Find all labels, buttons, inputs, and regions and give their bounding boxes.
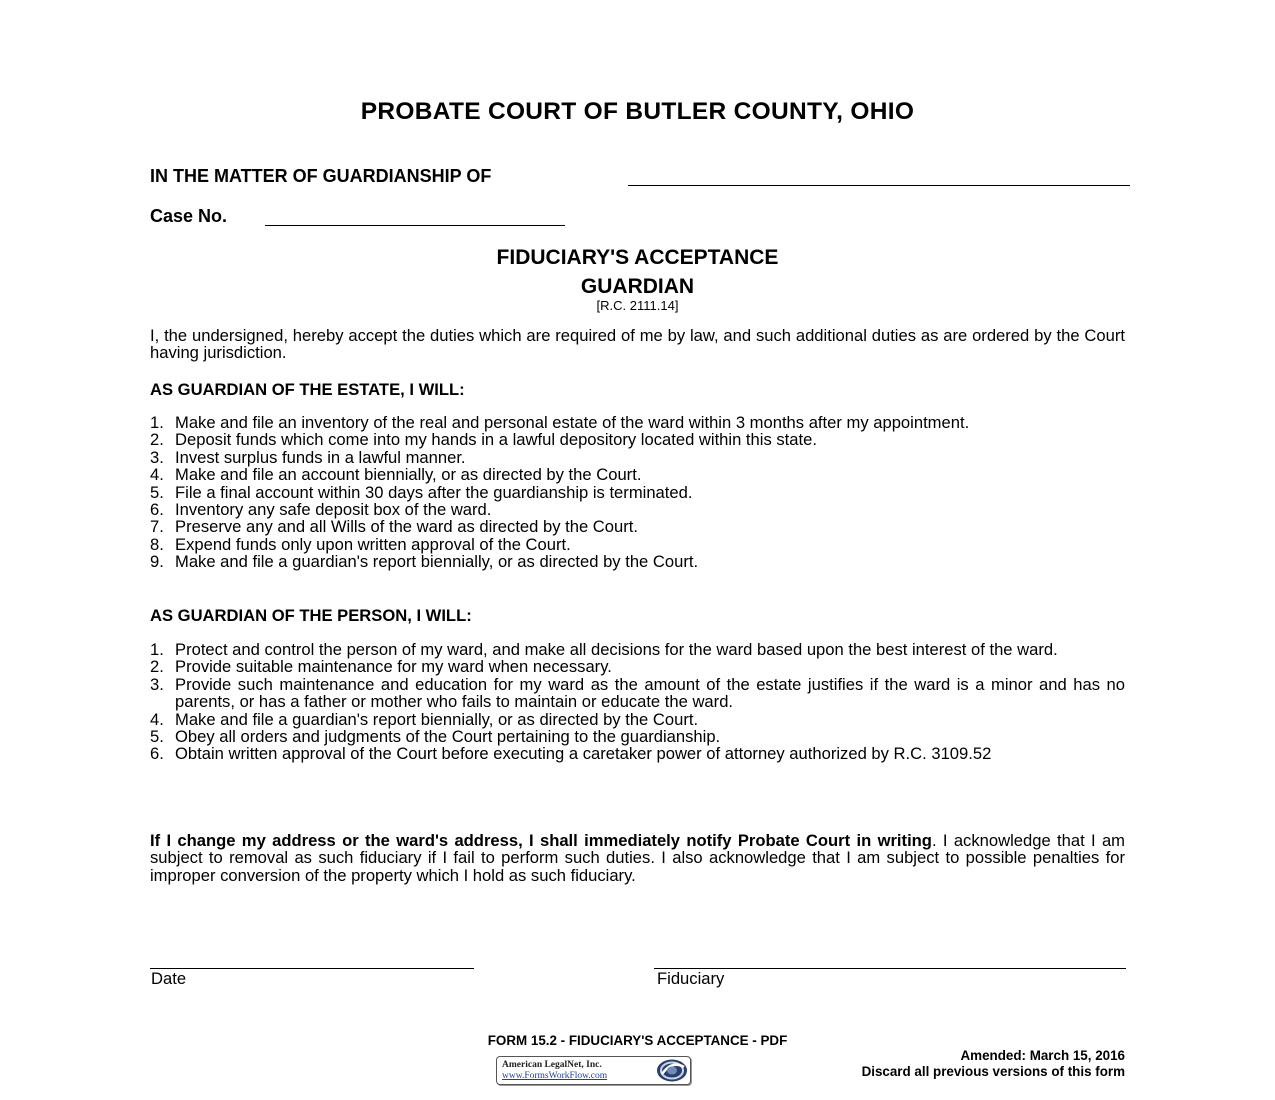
fiduciary-label: Fiduciary (657, 969, 725, 988)
discard-notice: Discard all previous versions of this form (861, 1064, 1125, 1079)
item-number: 8. (150, 534, 164, 554)
item-number: 9. (150, 552, 164, 572)
list-item (150, 711, 1125, 728)
list-item (150, 484, 1125, 501)
list-item (150, 414, 1125, 431)
item-text: Provide such maintenance and education for my ward as the amount of the estate justifies if the ward is a minor and has no parents, or has a father or mother who fails to maintain or educate the ward. (175, 674, 1125, 712)
list-item (150, 658, 1125, 675)
item-number: 2. (150, 430, 164, 450)
item-number: 7. (150, 517, 164, 537)
item-number: 4. (150, 709, 164, 729)
date-signature-line[interactable] (150, 968, 474, 969)
form-id: FORM 15.2 - FIDUCIARY'S ACCEPTANCE - PDF (487, 1033, 788, 1048)
notice-text: . I acknowledge that I am subject to removal as such fiduciary if I fail to perform such duties. I also acknowledge that I am subject to possible penalties for improper conversion of the property which I hold as such fiduciary. (150, 831, 1125, 885)
list-item (150, 536, 1125, 553)
item-number: 1. (150, 413, 164, 432)
amended-date: Amended: March 15, 2016 (960, 1048, 1125, 1063)
item-text: Inventory any safe deposit box of the ward. (175, 500, 492, 520)
list-item (150, 553, 1125, 570)
item-text: Make and file an inventory of the real and personal estate of the ward within 3 months after my appointment. (175, 413, 970, 432)
item-number: 1. (150, 640, 164, 659)
matter-label: IN THE MATTER OF GUARDIANSHIP OF (150, 166, 492, 186)
item-text: Deposit funds which come into my hands in a lawful depository located within this state. (175, 430, 817, 450)
list-item (150, 745, 1125, 762)
list-item (150, 641, 1125, 658)
case-number-label: Case No. (150, 206, 228, 226)
logo-company: American LegalNet, Inc. (502, 1060, 602, 1070)
case-number-line[interactable] (265, 225, 565, 226)
person-section-heading: AS GUARDIAN OF THE PERSON, I WILL: (150, 606, 472, 625)
logo-url-link[interactable]: www.FormsWorkFlow.com (502, 1071, 608, 1081)
notice-bold-text: If I change my address or the ward's address, I shall immediately notify Probate Court in writing (150, 831, 932, 850)
list-item (150, 518, 1125, 535)
estate-section-heading: AS GUARDIAN OF THE ESTATE, I WILL: (150, 380, 465, 399)
form-title: FIDUCIARY'S ACCEPTANCE (496, 246, 779, 269)
item-text: File a final account within 30 days after the guardianship is terminated. (175, 482, 693, 502)
item-number: 3. (150, 674, 164, 694)
item-text: Provide suitable maintenance for my ward when necessary. (175, 657, 612, 677)
court-title: PROBATE COURT OF BUTLER COUNTY, OHIO (360, 98, 915, 125)
list-item (150, 449, 1125, 466)
guardianship-name-line[interactable] (628, 185, 1130, 186)
item-number: 5. (150, 482, 164, 502)
fiduciary-signature-line[interactable] (654, 968, 1126, 969)
item-text: Make and file a guardian's report biennially, or as directed by the Court. (175, 552, 699, 572)
item-text: Make and file an account biennially, or as directed by the Court. (175, 465, 642, 485)
item-text: Expend funds only upon written approval of the Court. (175, 534, 571, 554)
item-text: Make and file a guardian's report biennially, or as directed by the Court. (175, 709, 699, 729)
intro-paragraph: I, the undersigned, hereby accept the duties which are required of me by law, and such additional duties as are ordered by the Court having jurisdiction. (150, 326, 1125, 363)
globe-icon (654, 1058, 688, 1083)
list-item (150, 466, 1125, 483)
list-item (150, 676, 1125, 711)
date-label: Date (151, 969, 187, 988)
item-text: Obey all orders and judgments of the Court pertaining to the guardianship. (175, 727, 721, 747)
item-number: 2. (150, 657, 164, 677)
form-subtitle: GUARDIAN (580, 275, 695, 298)
item-text: Invest surplus funds in a lawful manner. (175, 447, 466, 467)
item-text: Obtain written approval of the Court before executing a caretaker power of attorney authorized by R.C. 3109.52 (175, 744, 992, 764)
item-number: 3. (150, 447, 164, 467)
notice-paragraph (150, 832, 1125, 884)
list-item (150, 728, 1125, 745)
statute-reference: [R.C. 2111.14] (596, 298, 679, 313)
item-text: Protect and control the person of my ward, and make all decisions for the ward based upon the best interest of the ward. (175, 640, 1058, 659)
item-number: 4. (150, 465, 164, 485)
estate-duties-list (150, 414, 1125, 571)
item-text: Preserve any and all Wills of the ward as directed by the Court. (175, 517, 638, 537)
list-item (150, 501, 1125, 518)
item-number: 6. (150, 500, 164, 520)
item-number: 5. (150, 727, 164, 747)
list-item (150, 431, 1125, 448)
person-duties-list (150, 641, 1125, 763)
publisher-logo[interactable] (496, 1056, 691, 1085)
item-number: 6. (150, 744, 164, 764)
